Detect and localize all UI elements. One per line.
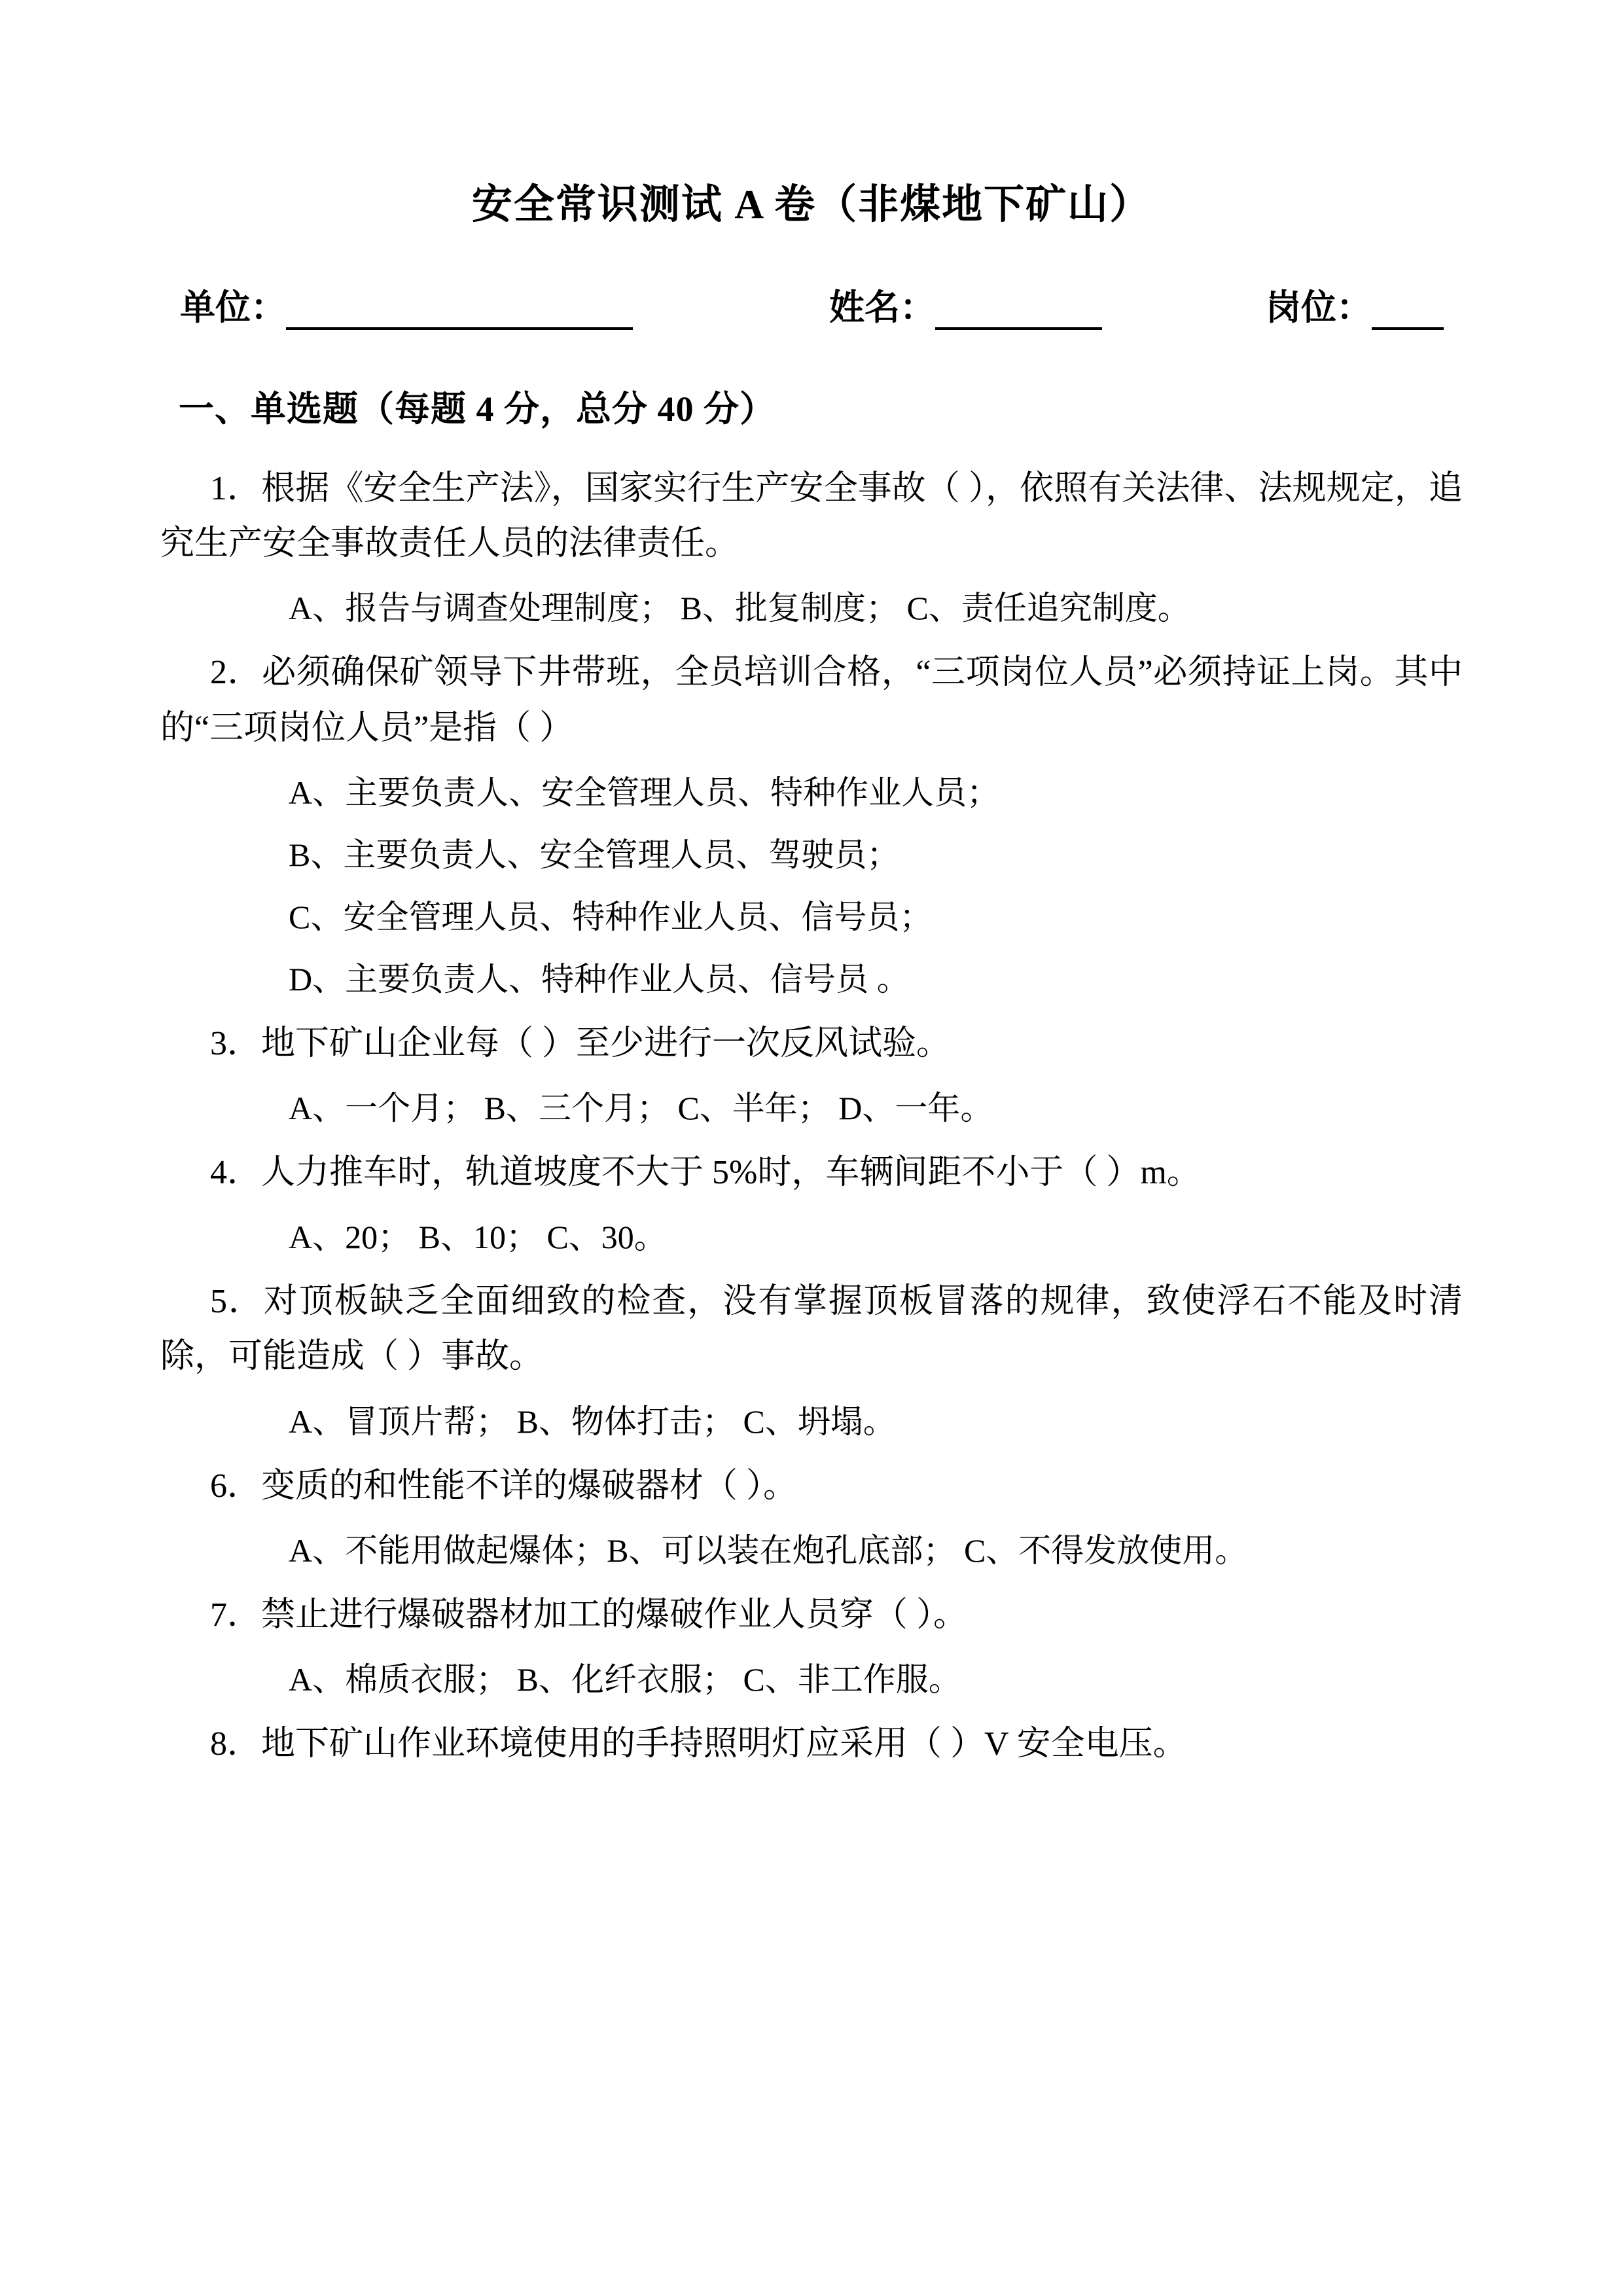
name-label: 姓名： — [829, 287, 935, 327]
question-text: 8．地下矿山作业环境使用的手持照明灯应采用（ ）V 安全电压。 — [210, 1725, 1187, 1763]
unit-label: 单位： — [180, 287, 286, 327]
unit-field — [180, 279, 633, 330]
section-heading: 一、单选题（每题 4 分，总分 40 分） — [179, 389, 776, 429]
option-line: C、安全管理人员、特种作业人员、信号员； — [289, 898, 933, 935]
question-options — [160, 766, 1463, 1006]
option-line: A、不能用做起爆体；B、可以装在炮孔底部； C、不得发放使用。 — [289, 1532, 1248, 1569]
option-line: A、一个月； B、三个月； C、半年； D、一年。 — [289, 1089, 993, 1126]
post-label: 岗位： — [1266, 287, 1372, 327]
header-info-row — [160, 279, 1463, 330]
question-text: 7．禁止进行爆破器材加工的爆破作业人员穿（ ）。 — [210, 1596, 968, 1634]
question-options — [160, 1653, 1463, 1706]
question-text: 5．对顶板缺乏全面细致的检查，没有掌握顶板冒落的规律，致使浮石不能及时清除，可能造成（ ）事故。 — [160, 1283, 1463, 1376]
page-title: 安全常识测试 A 卷（非煤地下矿山） — [471, 183, 1152, 227]
question-options — [160, 1082, 1463, 1135]
question-options — [160, 1211, 1463, 1264]
option-line: B、主要负责人、安全管理人员、驾驶员； — [289, 836, 900, 873]
name-input-blank[interactable] — [935, 295, 1102, 330]
option-line: A、冒顶片帮； B、物体打击； C、坍塌。 — [289, 1403, 896, 1440]
option-line: A、报告与调查处理制度； B、批复制度； C、责任追究制度。 — [289, 590, 1190, 627]
option-line: A、棉质衣服； B、化纤衣服； C、非工作服。 — [289, 1661, 961, 1698]
option-line: A、主要负责人、安全管理人员、特种作业人员； — [289, 774, 1000, 811]
question-text: 4．人力推车时，轨道坡度不大于 5%时，车辆间距不小于（ ）m。 — [210, 1153, 1201, 1191]
question-text: 3．地下矿山企业每（ ）至少进行一次反风试验。 — [210, 1024, 951, 1062]
question-options — [160, 1524, 1463, 1577]
question-options — [160, 1395, 1463, 1448]
question-text: 6．变质的和性能不详的爆破器材（ ）。 — [210, 1467, 798, 1505]
unit-input-blank[interactable] — [286, 295, 633, 330]
question-options — [160, 582, 1463, 635]
name-field — [829, 279, 1102, 330]
post-input-blank[interactable] — [1372, 295, 1444, 330]
question-text: 2．必须确保矿领导下井带班，全员培训合格，“三项岗位人员”必须持证上岗。其中的“三项岗位人员”是指（ ） — [160, 654, 1463, 747]
question-text: 1．根据《安全生产法》，国家实行生产安全事故（ ），依照有关法律、法规规定，追究生产安全事故责任人员的法律责任。 — [160, 469, 1463, 563]
option-line: A、20； B、10； C、30。 — [289, 1219, 667, 1256]
option-line: D、主要负责人、特种作业人员、信号员 。 — [289, 960, 910, 997]
post-field — [1266, 279, 1444, 330]
